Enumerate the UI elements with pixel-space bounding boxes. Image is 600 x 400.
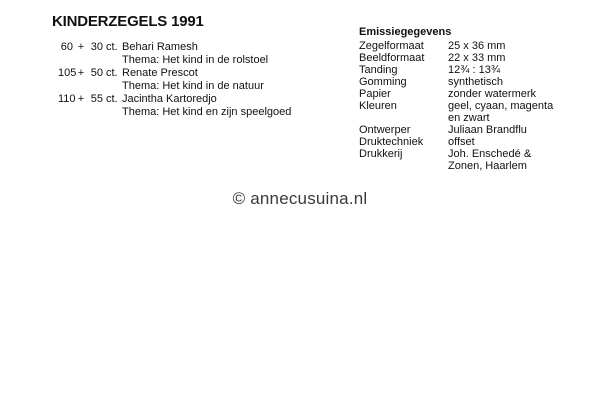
designer-name: Behari Ramesh — [122, 41, 198, 53]
emissie-value: offset — [448, 136, 475, 148]
emissie-row — [359, 148, 558, 172]
designer-name: Jacintha Kartoredjo — [122, 93, 217, 105]
copyright-watermark: © annecusuina.nl — [232, 189, 368, 208]
emissie-value: geel, cyaan, magenta en zwart — [448, 100, 554, 124]
plus-sign: + — [77, 41, 85, 53]
emissie-row — [359, 88, 558, 100]
emissie-row — [359, 40, 558, 52]
emissie-row — [359, 64, 558, 76]
emissie-label: Ontwerper — [359, 124, 411, 136]
face-value: 60 — [60, 41, 73, 53]
stamp-entry — [58, 41, 291, 67]
unit-label: ct. — [106, 93, 118, 105]
designer-name: Renate Prescot — [122, 67, 198, 79]
emissie-value: synthetisch — [448, 76, 504, 88]
emissie-row — [359, 52, 558, 64]
unit-label: ct. — [106, 41, 118, 53]
emissie-value: Juliaan Brandflu — [448, 124, 527, 136]
stamp-value — [58, 41, 122, 54]
emissie-label: Drukkerij — [359, 148, 403, 160]
emissie-value: 22 x 33 mm — [448, 52, 506, 64]
emissie-value: 12¾ : 13¾ — [448, 64, 500, 76]
emissie-row — [359, 100, 558, 124]
page-title: KINDERZEGELS 1991 — [52, 13, 204, 30]
stamp-value — [58, 67, 122, 80]
stamp-list — [58, 41, 291, 119]
emissie-row — [359, 136, 558, 148]
emissie-label: Papier — [359, 88, 391, 100]
surcharge-value: 50 — [90, 67, 103, 79]
emissie-label: Gomming — [359, 76, 407, 88]
stamp-theme: Thema: Het kind en zijn speelgoed — [122, 106, 292, 118]
plus-sign: + — [77, 67, 85, 79]
face-value: 110 — [58, 93, 76, 105]
emissie-label: Beeldformaat — [359, 52, 425, 64]
stamp-entry — [58, 93, 291, 119]
emissie-value: zonder watermerk — [448, 88, 537, 100]
emissie-value: 25 x 36 mm — [448, 40, 506, 52]
emissie-table — [359, 40, 558, 172]
emissie-value: Joh. Enschedé & Zonen, Haarlem — [448, 148, 532, 172]
emissie-heading: Emissiegegevens — [359, 26, 452, 38]
stamp-entry — [58, 67, 291, 93]
stamp-theme: Thema: Het kind in de rolstoel — [122, 54, 269, 66]
face-value: 105 — [58, 67, 77, 79]
stamp-value — [58, 93, 122, 106]
emissie-label: Zegelformaat — [359, 40, 424, 52]
emissie-label: Druktechniek — [359, 136, 424, 148]
unit-label: ct. — [106, 67, 118, 79]
surcharge-value: 55 — [90, 93, 103, 105]
emissie-row — [359, 124, 558, 136]
emissie-row — [359, 76, 558, 88]
emissie-label: Tanding — [359, 64, 398, 76]
emissie-label: Kleuren — [359, 100, 397, 112]
stamp-theme: Thema: Het kind in de natuur — [122, 80, 264, 92]
plus-sign: + — [77, 93, 85, 105]
surcharge-value: 30 — [90, 41, 103, 53]
